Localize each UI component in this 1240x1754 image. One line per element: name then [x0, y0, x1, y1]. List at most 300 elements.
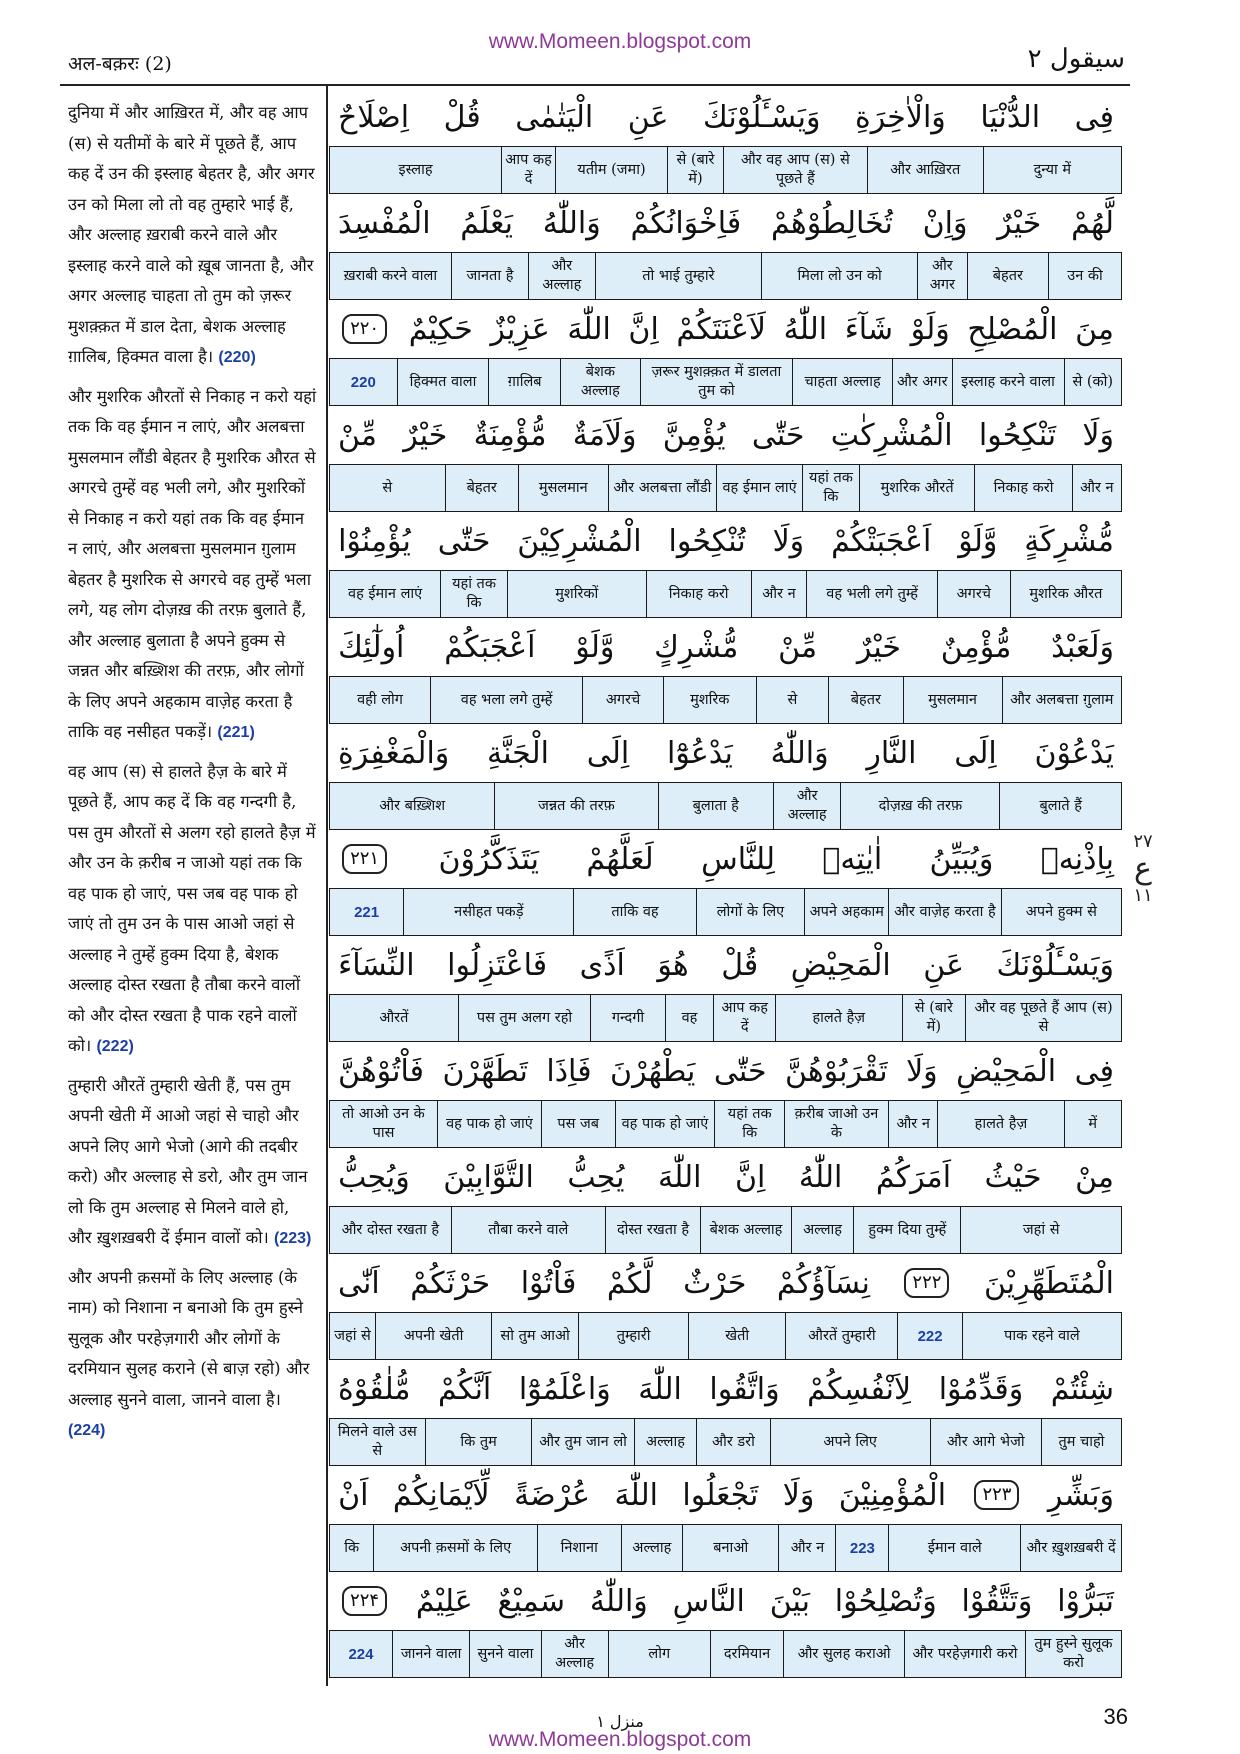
gloss-cell: से [329, 464, 446, 512]
arabic-word: اللّٰهَ [614, 1477, 658, 1513]
arabic-word: حَرْثٌ [683, 1265, 747, 1301]
header-divider [60, 84, 1130, 86]
verse-number: (220) [218, 349, 256, 366]
arabic-word: الْمُشْرِكِيْنَ [517, 523, 642, 559]
gloss-row [330, 146, 1122, 194]
arabic-verse-line [330, 1572, 1122, 1630]
gloss-cell: यहां तक कि [714, 1100, 785, 1148]
arabic-word: سَمِيْعٌ [497, 1583, 566, 1619]
manzil-label: منزل ۱ [596, 1712, 644, 1731]
arabic-word: مُّلٰقُوْهُ [338, 1371, 411, 1407]
arabic-word: اللّٰهَ [567, 311, 611, 347]
gloss-cell: इस्लाह [329, 146, 502, 194]
arabic-verse-line [330, 1466, 1122, 1524]
gloss-cell: वह ईमान लाएं [329, 570, 441, 618]
gloss-cell: कि [329, 1524, 374, 1572]
gloss-cell: ज़रूर मुशक़्क़त में डालता तुम को [640, 358, 793, 406]
arabic-verse-line [330, 406, 1122, 464]
gloss-cell: मिलने वाले उस से [329, 1418, 426, 1466]
arabic-word: اَنَّكُمْ [438, 1371, 492, 1407]
arabic-word: وَلَاَمَةٌ [572, 417, 637, 453]
gloss-cell: लोग [608, 1630, 711, 1678]
gloss-cell: क़रीब जाओ उन के [784, 1100, 889, 1148]
arabic-verse-line [330, 1254, 1122, 1312]
verse-end-marker: ۲۲۲ [904, 1268, 949, 1298]
gloss-cell: वह पाक हो जाएं [437, 1100, 542, 1148]
gloss-cell: और सुलह कराओ [783, 1630, 905, 1678]
gloss-cell: बेहतर [967, 252, 1049, 300]
arabic-word: وَاللّٰهُ [770, 735, 829, 771]
gloss-cell: ख़राबी करने वाला [329, 252, 452, 300]
arabic-word: يَطْهُرْنَ [610, 1053, 696, 1089]
gloss-cell: वह भला लगे तुम्हें [430, 676, 583, 724]
gloss-cell: अपने अहकाम [804, 888, 889, 936]
gloss-cell: तो आओ उन के पास [329, 1100, 438, 1148]
arabic-word: مُّؤْمِنٌ [940, 629, 1012, 665]
arabic-word: شَآءَ [844, 311, 894, 347]
arabic-word: مِنْ [1075, 1159, 1114, 1195]
word-by-word-grid [330, 88, 1122, 1678]
arabic-word: حَتّٰى [713, 1053, 767, 1089]
arabic-verse-line [330, 194, 1122, 252]
arabic-word: يَدْعُوْٓا [667, 735, 733, 771]
gloss-row [330, 1206, 1122, 1254]
arabic-word: اَمَرَكُمُ [875, 1159, 952, 1195]
arabic-word: النِّسَآءَ [338, 947, 415, 983]
arabic-word: اِنَّ [735, 1159, 766, 1195]
arabic-word: اِلَى [954, 735, 997, 771]
gloss-cell: ताकि वह [573, 888, 696, 936]
translation-text: वह आप (स) से हालते हैज़ के बारे में पूछते हैं, आप कह दें कि वह गन्दगी है, पस तुम औरतों से अलग रहो हालते हैज़ में और उन के क़रीब न जाओ यहां तक कि वह पाक हो जाएं, पस जब वह पाक हो जाएं तो तुम उन के पास आओ जहां से अल्लाह ने तुम्हें हुक्म दिया है, बेशक अल्लाह दोस्त रखता है तौबा करने वालों को और दोस्त रखता है पाक रहने वालों को। [68, 761, 316, 1055]
arabic-word: قُلْ [443, 99, 481, 135]
gloss-cell: आप कह दें [501, 146, 556, 194]
gloss-cell: और अल्लाह [773, 782, 841, 830]
gloss-row [330, 676, 1122, 724]
gloss-cell: और दोस्त रखता है [329, 1206, 452, 1254]
gloss-cell: खेती [688, 1312, 786, 1360]
gloss-row [330, 994, 1122, 1042]
gloss-cell: अगरचे [937, 570, 1011, 618]
gloss-cell: हुक्म दिया तुम्हें [853, 1206, 961, 1254]
gloss-cell: अगरचे [582, 676, 664, 724]
gloss-verse-number: 220 [329, 358, 398, 406]
gloss-cell: और बख़्शिश [329, 782, 495, 830]
gloss-cell: और न [1072, 464, 1122, 512]
arabic-word: خَيْرٌ [403, 417, 448, 453]
ruku-marker-top: ٢٧ [1133, 831, 1153, 852]
gloss-cell: और वाज़ेह करता है [888, 888, 1002, 936]
arabic-word: وَلَا [906, 1053, 938, 1089]
gloss-row [330, 252, 1122, 300]
gloss-cell: पस तुम अलग रहो [458, 994, 592, 1042]
gloss-cell: और आख़िरत [867, 146, 984, 194]
translation-text: और अपनी क़समों के लिए अल्लाह (के नाम) को निशाना न बनाओ कि तुम हुस्ने सुलूक और परहेज़गारी और लोगों के दरमियान सुलह कराने (से बाज़ रहो) और अल्लाह सुनने वाला, जानने वाला है। [68, 1267, 310, 1409]
arabic-word: وَّلَوْ [958, 523, 998, 559]
arabic-word: وَتَتَّقُوْا [961, 1583, 1033, 1619]
arabic-word: اللّٰهُ [798, 1159, 843, 1195]
gloss-cell: हालते हैज़ [937, 1100, 1064, 1148]
gloss-row [330, 888, 1122, 936]
arabic-word: مِّنْ [778, 629, 818, 665]
surah-title-hindi: अल-बक़रः (2) [68, 53, 172, 75]
verse-end-marker: ۲۲۳ [974, 1480, 1019, 1510]
gloss-cell: तो भाई तुम्हारे [595, 252, 763, 300]
verse-number: (224) [68, 1422, 106, 1439]
arabic-word: يَعْلَمُ [460, 205, 514, 241]
arabic-verse-line [330, 300, 1122, 358]
arabic-word: النَّارِ [866, 735, 917, 771]
translation-paragraph [68, 757, 318, 1063]
arabic-word: وَلَا [1082, 417, 1114, 453]
arabic-word: وَلَوْ [910, 311, 950, 347]
arabic-word: الدُّنْيَا [980, 99, 1041, 135]
arabic-word: اُولٰٓئِكَ [338, 629, 405, 665]
arabic-word: تَقْرَبُوْهُنَّ [784, 1053, 888, 1089]
verse-end-marker: ۲۲۴ [342, 1586, 387, 1616]
gloss-cell: बेशक अल्लाह [700, 1206, 792, 1254]
gloss-cell: ईमान वाले [888, 1524, 1021, 1572]
arabic-word: الْمَحِيْضِ [790, 947, 891, 983]
arabic-word: عُرْضَةً [514, 1477, 591, 1513]
gloss-cell: निकाह करो [974, 464, 1072, 512]
arabic-verse-line [330, 618, 1122, 676]
ruku-marker-sign: ع [1134, 851, 1152, 886]
arabic-word: وَاِنْ [922, 205, 968, 241]
bottom-website-url[interactable]: www.Momeen.blogspot.com [488, 1728, 752, 1751]
gloss-cell: दोज़ख़ की तरफ़ [840, 782, 1000, 830]
gloss-row [330, 464, 1122, 512]
gloss-cell: दरमियान [710, 1630, 784, 1678]
gloss-cell: चाहता अल्लाह [792, 358, 893, 406]
arabic-word: قُلْ [721, 947, 759, 983]
gloss-cell: अल्लाह [791, 1206, 854, 1254]
arabic-word: يُؤْمِنُوْا [338, 523, 411, 559]
gloss-cell: तुम्हारी [578, 1312, 689, 1360]
arabic-word: يُؤْمِنَّ [662, 417, 726, 453]
arabic-word: لَعَلَّهُمْ [586, 841, 654, 877]
arabic-word: تَنْكِحُوا [978, 417, 1057, 453]
arabic-word: اَعْجَبَتْكُمْ [831, 523, 932, 559]
verse-end-marker: ۲۲۰ [342, 314, 387, 344]
gloss-cell: और आगे भेजो [930, 1418, 1042, 1466]
arabic-word: خَيْرٌ [997, 205, 1042, 241]
juz-title-arabic: سیقول ۲ [1027, 44, 1125, 74]
arabic-word: مُّشْرِكٍ [654, 629, 739, 665]
arabic-word: فِى [1074, 99, 1114, 135]
gloss-cell: और अल्लाह [541, 1630, 609, 1678]
arabic-word: وَتُصْلِحُوْا [834, 1583, 937, 1619]
arabic-word: تَبَرُّوْا [1057, 1583, 1114, 1619]
gloss-row [330, 358, 1122, 406]
top-website-url[interactable]: www.Momeen.blogspot.com [488, 30, 752, 53]
gloss-cell: और तुम जान लो [531, 1418, 634, 1466]
gloss-cell: मुशरिक [663, 676, 757, 724]
gloss-cell: गन्दगी [590, 994, 665, 1042]
arabic-word: وَّلَوْ [575, 629, 615, 665]
arabic-word: حَيْثُ [984, 1159, 1042, 1195]
arabic-word: وَالْمَغْفِرَةِ [338, 735, 450, 771]
gloss-cell: वह ईमान लाएं [716, 464, 803, 512]
gloss-cell: से (बारे में) [667, 146, 724, 194]
arabic-word: لَاَعْنَتَكُمْ [676, 311, 767, 347]
arabic-word: تَطَهَّرْنَ [442, 1053, 528, 1089]
gloss-cell: और अगर [917, 252, 968, 300]
arabic-word: يَتَذَكَّرُوْنَ [438, 841, 539, 877]
gloss-cell: और अल्लाह [528, 252, 596, 300]
arabic-word: لِّاَيْمَانِكُمْ [392, 1477, 490, 1513]
translation-text: और मुशरिक औरतों से निकाह न करो यहां तक कि वह ईमान न लाएं, और अलबत्ता मुसलमान लौंडी बेहतर है मुशरिक औरत से अगरचे तुम्हें वह भली लगे, और मुशरिकों से निकाह न करो यहां तक कि वह ईमान न लाएं, और अलबत्ता मुसलमान ग़ुलाम बेहतर है मुशरिक से अगरचे वह तुम्हें भला लगे, यह लोग दोज़ख़ की तरफ़ बुलाते हैं, और अल्लाह बुलाता है अपने हुक्म से जन्नत और बख़्शिश की तरफ़, और लोगों के लिए अपने अहकाम वाज़ेह करता है ताकि वह नसीहत पकड़ें। [68, 386, 317, 741]
gloss-cell: इस्लाह करने वाला [952, 358, 1065, 406]
arabic-word: اِنَّ [628, 311, 659, 347]
verse-number: (223) [274, 1230, 312, 1247]
gloss-cell: अपनी खेती [375, 1312, 492, 1360]
gloss-cell: यहां तक कि [802, 464, 860, 512]
arabic-word: حَكِيْمٌ [408, 311, 473, 347]
gloss-cell: बुलाते हैं [999, 782, 1122, 830]
gloss-cell: वही लोग [329, 676, 431, 724]
arabic-word: بَيْنَ [769, 1583, 810, 1619]
arabic-word: عَنِ [627, 99, 669, 135]
arabic-word: بِاِذْنِهٖ [1040, 841, 1114, 877]
gloss-cell: और न [778, 1524, 836, 1572]
gloss-cell: हिक्मत वाला [397, 358, 490, 406]
arabic-word: وَلَا [782, 1477, 815, 1513]
arabic-word: حَتّٰى [751, 417, 805, 453]
arabic-verse-line [330, 936, 1122, 994]
arabic-word: لَّهُمْ [1071, 205, 1114, 241]
arabic-word: مِّنْ [338, 417, 377, 453]
gloss-cell: और डरो [696, 1418, 771, 1466]
arabic-word: هُوَ [657, 947, 689, 983]
arabic-word: التَّوَّابِيْنَ [443, 1159, 534, 1195]
arabic-word: الْجَنَّةِ [487, 735, 550, 771]
gloss-cell: जहां से [960, 1206, 1122, 1254]
arabic-word: وَلَعَبْدٌ [1051, 629, 1114, 665]
arabic-word: عَلِيْمٌ [415, 1583, 473, 1619]
gloss-cell: बेशक अल्लाह [560, 358, 641, 406]
arabic-word: اَنّٰى [338, 1265, 380, 1301]
gloss-row [330, 1418, 1122, 1466]
ruku-marker-bottom: ١١ [1133, 885, 1153, 906]
gloss-row [330, 1312, 1122, 1360]
translation-paragraph [68, 382, 318, 749]
gloss-cell: यतीम (जमा) [555, 146, 668, 194]
arabic-word: خَيْرٌ [856, 629, 901, 665]
arabic-word: يَدْعُوْنَ [1034, 735, 1114, 771]
arabic-word: شِئْتُمْ [1050, 1371, 1114, 1407]
arabic-word: وَاتَّقُوا [709, 1371, 780, 1407]
arabic-word: مُّؤْمِنَةٌ [473, 417, 547, 453]
arabic-word: الْيَتٰمٰى [515, 99, 594, 135]
arabic-word: حَتّٰى [437, 523, 491, 559]
gloss-cell: और वह पूछते हैं आप (स) से [965, 994, 1122, 1042]
verse-number: (221) [217, 724, 255, 741]
translation-text: दुनिया में और आख़िरत में, और वह आप (स) से यतीमों के बारे में पूछते हैं, आप कह दें उन की इस्लाह बेहतर है, और अगर उन को मिला लो तो वह तुम्हारे भाई हैं, और अल्लाह ख़राबी करने वाले और इस्लाह करने वाले को ख़ूब जानता है, और अगर अल्लाह चाहता तो तुम को ज़रूर मुशक़्क़त में डाल देता, बेशक अल्लाह ग़ालिब, हिक्मत वाला है। [68, 103, 315, 366]
arabic-word: وَالْاٰخِرَةِ [855, 99, 946, 135]
gloss-cell: अपने हुक्म से [1001, 888, 1122, 936]
arabic-word: فَاْتُوْهُنَّ [338, 1053, 425, 1089]
gloss-cell: पस जब [541, 1100, 616, 1148]
arabic-word: وَلَا [772, 523, 805, 559]
arabic-word: فِى [1074, 1053, 1114, 1089]
gloss-row [330, 782, 1122, 830]
arabic-word: اٰيٰتِهٖ [822, 841, 883, 877]
arabic-word: اَنْ [338, 1477, 369, 1513]
arabic-word: حَرْثَكُمْ [410, 1265, 491, 1301]
arabic-word: عَنِ [923, 947, 965, 983]
arabic-word: اَعْجَبَكُمْ [444, 629, 536, 665]
gloss-cell: जानता है [451, 252, 529, 300]
gloss-cell: पाक रहने वाले [962, 1312, 1122, 1360]
gloss-cell: में [1064, 1100, 1122, 1148]
arabic-verse-line [330, 724, 1122, 782]
gloss-cell: और वह आप (स) से पूछते हैं [723, 146, 868, 194]
arabic-word: لِلنَّاسِ [701, 841, 775, 877]
arabic-verse-line [330, 88, 1122, 146]
arabic-word: تُخَالِطُوْهُمْ [770, 205, 893, 241]
gloss-cell: सुनने वाला [469, 1630, 541, 1678]
gloss-cell: मुशरिकों [507, 570, 647, 618]
gloss-cell: सो तुम आओ [491, 1312, 579, 1360]
gloss-cell: और अलबत्ता ग़ुलाम [1002, 676, 1122, 724]
arabic-word: فَاْتُوْا [520, 1265, 577, 1301]
translation-text: तुम्हारी औरतें तुम्हारी खेती हैं, पस तुम अपनी खेती में आओ जहां से चाहो और अपने लिए आगे भेजो (आगे की तदबीर करो) और अल्लाह से डरो, और तुम जान लो कि तुम अल्लाह से मिलने वाले हो, और ख़ुशख़बरी दें ईमान वालों को। [68, 1075, 308, 1247]
arabic-word: الْمُفْسِدَ [338, 205, 431, 241]
gloss-cell: और परहेज़गारी करो [904, 1630, 1026, 1678]
gloss-cell: मुशरिक औरत [1010, 570, 1122, 618]
gloss-cell: से (को) [1064, 358, 1122, 406]
page-number: 36 [1103, 1704, 1128, 1729]
gloss-cell: अपनी क़समों के लिए [373, 1524, 537, 1572]
arabic-word: وَقَدِّمُوْا [938, 1371, 1024, 1407]
arabic-word: الْمُتَطَهِّرِيْنَ [983, 1265, 1114, 1301]
gloss-verse-number: 223 [835, 1524, 889, 1572]
arabic-word: وَاعْلَمُوْٓا [518, 1371, 611, 1407]
gloss-cell: और अलबत्ता लौंडी [608, 464, 717, 512]
gloss-cell: हालते हैज़ [775, 994, 903, 1042]
gloss-row [330, 570, 1122, 618]
gloss-cell: बुलाता है [658, 782, 774, 830]
gloss-cell: और न [751, 570, 808, 618]
arabic-word: وَبَشِّرِ [1047, 1477, 1114, 1513]
gloss-cell: मुशरिक औरतें [859, 464, 976, 512]
gloss-cell: कि तुम [425, 1418, 533, 1466]
translation-paragraph [68, 98, 318, 374]
gloss-cell: अल्लाह [634, 1418, 697, 1466]
arabic-verse-line [330, 830, 1122, 888]
gloss-cell: बेहतर [445, 464, 519, 512]
gloss-cell: और न [888, 1100, 938, 1148]
arabic-word: اَذًى [579, 947, 625, 983]
gloss-cell: जानने वाला [392, 1630, 470, 1678]
arabic-word: اللّٰهَ [658, 1159, 702, 1195]
arabic-word: الْمُؤْمِنِيْنَ [838, 1477, 947, 1513]
column-divider [326, 86, 328, 1686]
verse-number: (222) [96, 1038, 134, 1055]
arabic-word: عَزِيْزٌ [490, 311, 550, 347]
arabic-word: فَاِذَا [546, 1053, 592, 1089]
arabic-word: مِنَ [1075, 311, 1114, 347]
arabic-word: النَّاسِ [672, 1583, 745, 1619]
gloss-cell: जन्नत की तरफ़ [494, 782, 658, 830]
gloss-cell: वह भली लगे तुम्हें [806, 570, 937, 618]
arabic-word: الْمَحِيْضِ [956, 1053, 1057, 1089]
arabic-word: مُّشْرِكَةٍ [1024, 523, 1114, 559]
gloss-cell: यहां तक कि [440, 570, 508, 618]
gloss-cell: वह पाक हो जाएं [615, 1100, 716, 1148]
arabic-word: وَيَسْـَٔلُوْنَكَ [703, 99, 821, 135]
gloss-row [330, 1524, 1122, 1572]
gloss-cell: औरतें तुम्हारी [785, 1312, 898, 1360]
arabic-word: لِاَنْفُسِكُمْ [807, 1371, 912, 1407]
gloss-cell: मिला लो उन को [761, 252, 918, 300]
gloss-cell: अपने लिए [770, 1418, 931, 1466]
arabic-word: فَاِخْوَانُكُمْ [630, 205, 742, 241]
translation-paragraph [68, 1071, 318, 1255]
arabic-word: وَيَسْـَٔلُوْنَكَ [996, 947, 1114, 983]
gloss-cell: से [756, 676, 829, 724]
gloss-cell: और ख़ुशख़बरी दें [1020, 1524, 1122, 1572]
arabic-word: نِسَآؤُكُمْ [776, 1265, 870, 1301]
arabic-word: اِصْلَاحٌ [338, 99, 410, 135]
gloss-cell: तुम हुस्ने सुलूक करो [1025, 1630, 1122, 1678]
arabic-word: تُنْكِحُوا [668, 523, 746, 559]
arabic-word: لَّكُمْ [606, 1265, 653, 1301]
gloss-cell: बनाओ [682, 1524, 780, 1572]
arabic-word: فَاعْتَزِلُوا [447, 947, 548, 983]
arabic-word: وَيُبَيِّنُ [929, 841, 994, 877]
ruku-marker [1128, 832, 1158, 906]
gloss-cell: आप कह दें [713, 994, 776, 1042]
gloss-cell: उन की [1048, 252, 1122, 300]
gloss-cell: ग़ालिब [488, 358, 561, 406]
verse-end-marker: ۲۲۱ [342, 844, 387, 874]
gloss-cell: जहां से [329, 1312, 376, 1360]
arabic-word: تَجْعَلُوا [682, 1477, 759, 1513]
gloss-cell: मुसलमान [903, 676, 1003, 724]
arabic-word: اللّٰهَ [638, 1371, 682, 1407]
gloss-cell: दुन्या में [983, 146, 1122, 194]
arabic-verse-line [330, 512, 1122, 570]
gloss-cell: वह [665, 994, 715, 1042]
arabic-word: الْمُشْرِكٰتِ [830, 417, 953, 453]
arabic-word: يُحِبُّ [567, 1159, 625, 1195]
arabic-word: وَاللّٰهُ [589, 1583, 648, 1619]
gloss-verse-number: 221 [329, 888, 404, 936]
arabic-word: وَيُحِبُّ [338, 1159, 410, 1195]
arabic-word: اللّٰهُ [783, 311, 828, 347]
gloss-cell: से (बारे में) [902, 994, 967, 1042]
gloss-cell: निशाना [537, 1524, 622, 1572]
arabic-verse-line [330, 1042, 1122, 1100]
arabic-verse-line [330, 1148, 1122, 1206]
gloss-row [330, 1100, 1122, 1148]
gloss-row [330, 1630, 1122, 1678]
gloss-cell: नसीहत पकड़ें [403, 888, 574, 936]
gloss-cell: दोस्त रखता है [605, 1206, 701, 1254]
gloss-cell: और अगर [892, 358, 953, 406]
gloss-verse-number: 222 [897, 1312, 963, 1360]
hindi-translation-column [68, 98, 318, 1455]
translation-paragraph [68, 1263, 318, 1447]
arabic-word: وَاللّٰهُ [542, 205, 601, 241]
gloss-verse-number: 224 [329, 1630, 393, 1678]
arabic-word: الْمُصْلِحِ [967, 311, 1058, 347]
gloss-cell: अल्लाह [621, 1524, 683, 1572]
gloss-cell: तौबा करने वाले [451, 1206, 606, 1254]
gloss-cell: लोगों के लिए [696, 888, 806, 936]
arabic-verse-line [330, 1360, 1122, 1418]
